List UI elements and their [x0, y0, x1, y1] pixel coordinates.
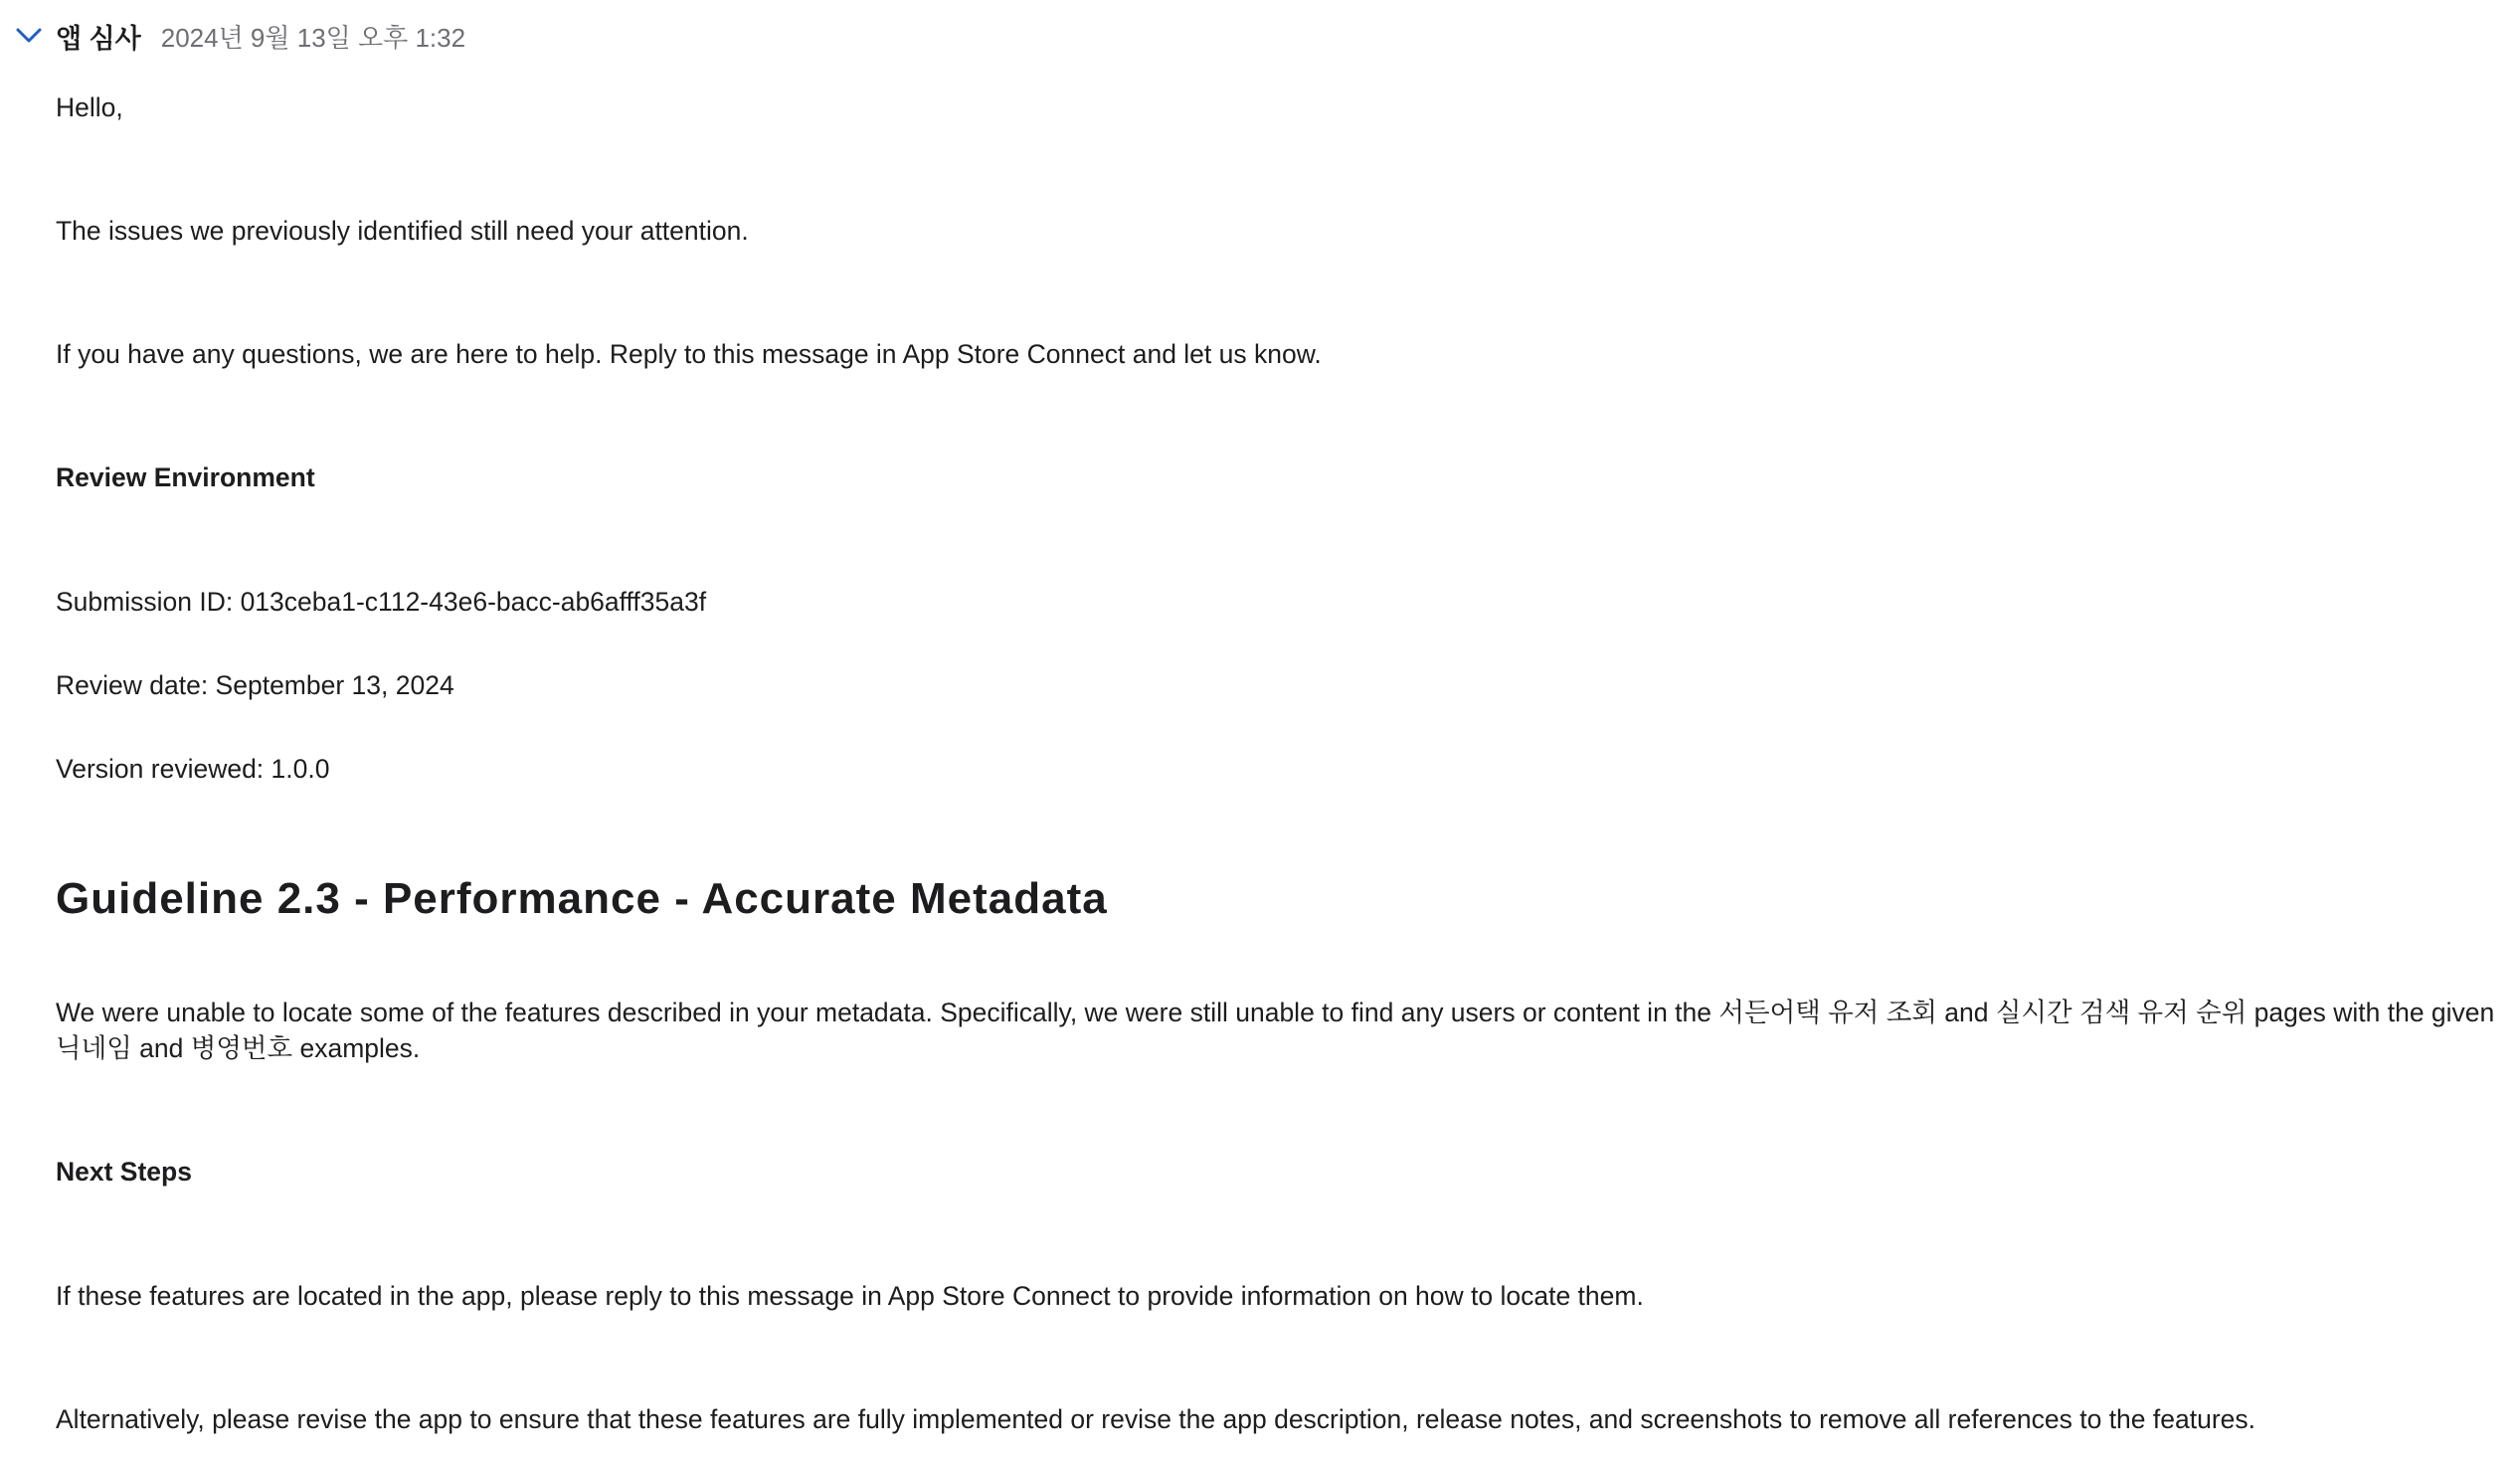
next-steps-text-1: If these features are located in the app, please reply to this message in App Store Connect to provide information on how to locate them.: [56, 1281, 1644, 1311]
sender-name: 앱 심사: [56, 23, 141, 54]
version-reviewed-text: Version reviewed: 1.0.0: [56, 754, 330, 784]
message-timestamp: 2024년 9월 13일 오후 1:32: [160, 22, 466, 53]
submission-id-text: Submission ID: 013ceba1-c112-43e6-bacc-ab6afff35a3f: [56, 587, 707, 617]
chevron-down-icon[interactable]: [14, 21, 44, 51]
guideline-heading: Guideline 2.3 - Performance - Accurate Metadata: [56, 874, 1108, 923]
review-date-text: Review date: September 13, 2024: [56, 670, 454, 700]
next-steps-text-2: Alternatively, please revise the app to ensure that these features are fully implemented or revise the app description, release notes, and screenshots to remove all references to the features.: [56, 1404, 2256, 1434]
next-steps-heading: Next Steps: [56, 1157, 192, 1187]
help-text: If you have any questions, we are here to help. Reply to this message in App Store Connect and let us know.: [56, 339, 1322, 369]
review-environment-heading: Review Environment: [56, 462, 315, 492]
greeting-text: Hello,: [56, 92, 123, 122]
message-header[interactable]: [14, 14, 465, 58]
intro-text: The issues we previously identified still need your attention.: [56, 216, 749, 246]
guideline-body-text: We were unable to locate some of the features described in your metadata. Specifically, we were still unable to find any users or content in the 서든어택 유저 조회 and 실시간 검색 유저 순위 pages with the given 닉네임 and 병영번호 examples.: [56, 998, 2495, 1063]
